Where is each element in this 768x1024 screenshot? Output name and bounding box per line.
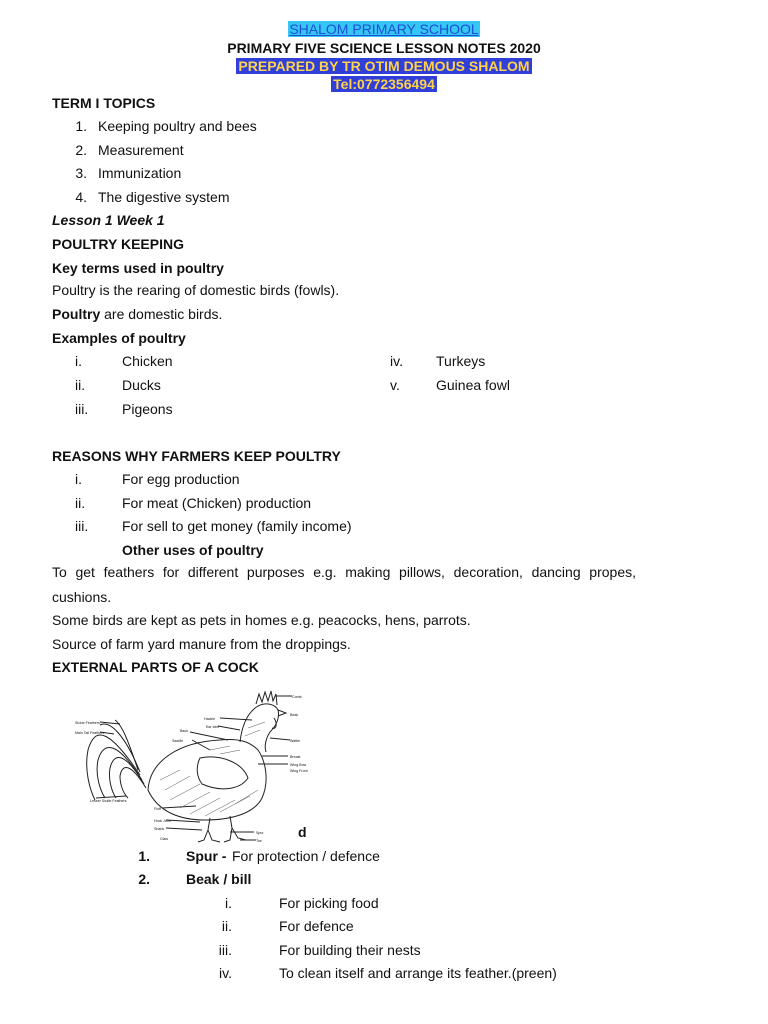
diagram-label: Hock Joint <box>154 819 171 823</box>
paragraph: Source of farm yard manure from the droppings. <box>52 636 351 652</box>
paragraph: Some birds are kept as pets in homes e.g. peacocks, hens, parrots. <box>52 612 471 628</box>
partial-text: d <box>298 824 307 840</box>
document-page: SHALOM PRIMARY SCHOOL PRIMARY FIVE SCIENCE LESSON NOTES 2020 PREPARED BY TR OTIM DEMOUS SHALOM Tel:0772356494 TERM I TOPICS 1. Keeping poultry and bees 2. Measurement 3. Immunization 4. The digestive system Lesson 1 Week 1 POULTRY KEEPING Key terms used in poultry Poultry is the rearing of domestic birds (fowls). Poultry are domestic birds. Examples of poultry i. Chicken ii. Ducks iii. Pigeons iv. Turkeys v. Guinea fowl REASONS WHY FARMERS KEEP POULTRY i. For egg production ii. For meat (Chicken) production iii. For sell to get money (family income) Other uses of poultry To get feathers for different purposes e.g. making pillows, decoration, dancing propes, cushions. Some birds are kept as pets in homes e.g. peacocks, hens, parrots. Source of farm yard manure from the droppings. EXTERNAL PARTS OF A COCK Comb Sickle Feathers Main Tail Feathers Lesser Sickle Feathers Hackle Back Saddle Wattle Ear lobe Breast Wing Bow Wing Front Fluff Hock Joint Shank Spur Toe Claw Beak d 1. Spur - For protection / defence 2. Beak / bill i. For picking food ii. For defence iii. For building their nests iv. To clean itself and arrange its feather.(preen) <box>0 0 768 1024</box>
definition-text: Poultry is the rearing of domestic birds (fowls). <box>52 282 340 298</box>
school-name[interactable]: SHALOM PRIMARY SCHOOL <box>289 21 479 37</box>
diagram-label: Ear lobe <box>206 725 220 729</box>
reasons-heading: REASONS WHY FARMERS KEEP POULTRY <box>52 448 341 464</box>
diagram-label: Spur <box>256 831 264 835</box>
telephone: Tel:0772356494 <box>333 76 435 92</box>
diagram-label: Fluff <box>154 807 161 811</box>
lesson-topic: POULTRY KEEPING <box>52 236 184 252</box>
external-parts-heading: EXTERNAL PARTS OF A COCK <box>52 659 259 675</box>
diagram-label: Comb <box>292 695 302 699</box>
diagram-label: Breast <box>290 755 301 759</box>
diagram-label: Beak <box>290 713 299 717</box>
diagram-label: Main Tail Feathers <box>75 731 105 735</box>
diagram-label: Back <box>180 729 188 733</box>
other-uses-heading: Other uses of poultry <box>122 542 264 558</box>
cock-diagram <box>70 680 330 845</box>
diagram-label: Lesser Sickle Feathers <box>90 799 127 803</box>
term-heading: TERM I TOPICS <box>52 95 156 111</box>
document-title: PRIMARY FIVE SCIENCE LESSON NOTES 2020 <box>227 40 541 56</box>
diagram-label: Wing Bow <box>290 763 307 767</box>
diagram-label: Toe <box>256 839 262 843</box>
lesson-label: Lesson 1 Week 1 <box>52 212 165 228</box>
examples-heading: Examples of poultry <box>52 330 186 346</box>
paragraph: cushions. <box>52 589 112 605</box>
key-terms-heading: Key terms used in poultry <box>52 260 224 276</box>
diagram-label: Shank <box>154 827 165 831</box>
diagram-label: Saddle <box>172 739 184 743</box>
prepared-by: PREPARED BY TR OTIM DEMOUS SHALOM <box>238 58 530 74</box>
paragraph: To get feathers for different purposes e.g. making pillows, decoration, dancing propes, <box>52 564 636 580</box>
diagram-label: Claw <box>160 837 168 841</box>
diagram-label: Sickle Feathers <box>75 721 100 725</box>
definition-text: Poultry are domestic birds. <box>52 306 223 322</box>
diagram-label: Hackle <box>204 717 215 721</box>
diagram-label: Wing Front <box>290 769 308 773</box>
diagram-label: Wattle <box>290 739 301 743</box>
